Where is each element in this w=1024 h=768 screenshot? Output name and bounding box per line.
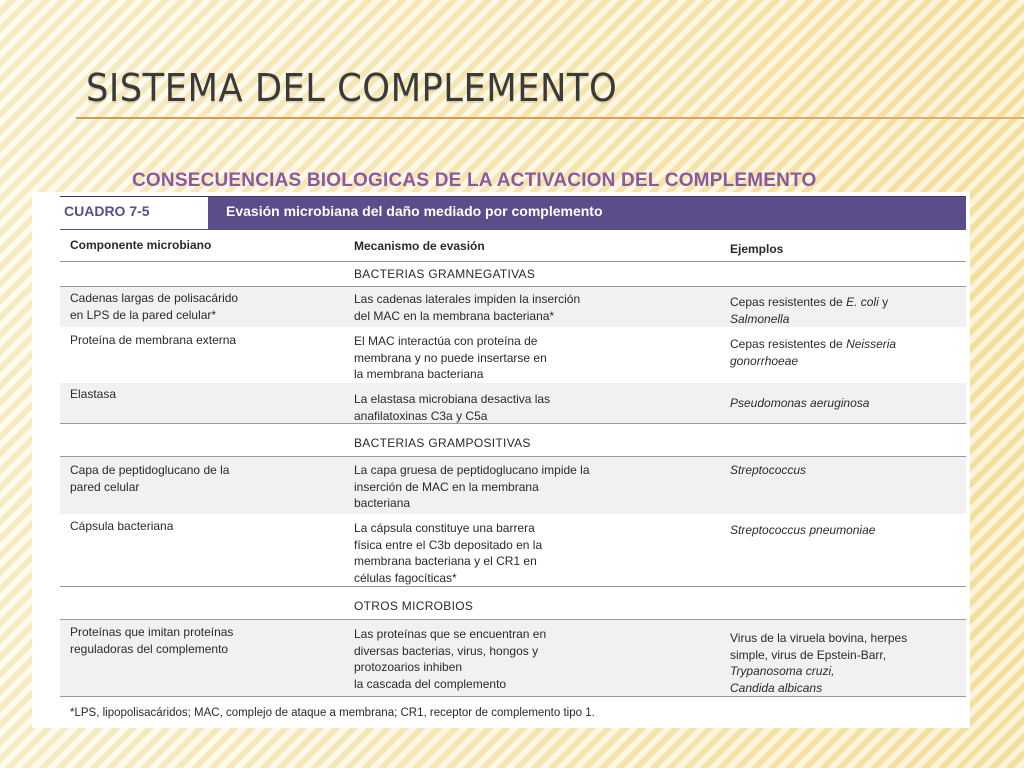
- cell-line: Las proteínas que se encuentran en: [354, 627, 547, 641]
- cell-component: [70, 386, 340, 403]
- text-run: y: [878, 295, 889, 309]
- cell-line: membrana y no puede insertarse en: [354, 350, 547, 365]
- cell-line: anafilatoxinas C3a y C5a: [354, 408, 488, 423]
- cell-line: Las cadenas laterales impiden la inserción: [354, 292, 581, 306]
- cell-component: [70, 462, 340, 495]
- cell-line: Proteínas que imitan proteínas: [70, 625, 234, 639]
- cell-line: la cascada del complemento: [354, 676, 507, 691]
- species-name: E. coli: [846, 295, 879, 309]
- cell-component: [70, 624, 340, 657]
- table-row: [60, 457, 966, 514]
- species-name: Neisseria: [846, 337, 897, 351]
- cell-line: pared celular: [70, 479, 140, 494]
- table-row: [60, 287, 966, 327]
- cell-line: células fagocíticas*: [354, 570, 457, 585]
- cell-examples: [730, 395, 960, 412]
- cell-mechanism: [354, 391, 644, 424]
- cell-line: inserción de MAC en la membrana: [354, 479, 539, 494]
- cell-line: protozoarios inhiben: [354, 660, 463, 674]
- cell-mechanism: [354, 626, 644, 692]
- cell-mechanism: [354, 291, 644, 324]
- cell-line: en LPS de la pared celular*: [70, 307, 217, 322]
- table-row: [60, 514, 966, 586]
- table-footnote: *LPS, lipopolisacáridos; MAC, complejo de ataque a membrana; CR1, receptor de complemento tipo 1.: [70, 707, 595, 719]
- cell-examples: [730, 336, 960, 369]
- cell-examples: [730, 630, 960, 696]
- cell-line: La capa gruesa de peptidoglucano impide la: [354, 463, 590, 477]
- species-name: Pseudomonas aeruginosa: [730, 396, 870, 410]
- header-examples: Ejemplos: [730, 242, 784, 256]
- cell-line: Cadenas largas de polisacárido: [70, 291, 239, 305]
- divider: [60, 696, 966, 697]
- cell-line: La elastasa microbiana desactiva las: [354, 392, 551, 406]
- text-run: Cepas resistentes de: [730, 295, 847, 309]
- cell-component: [70, 332, 340, 349]
- cell-line: simple, virus de Epstein-Barr,: [730, 647, 887, 662]
- cell-examples: [730, 294, 960, 327]
- table-row: [60, 383, 966, 423]
- cell-line: Cápsula bacteriana: [70, 519, 174, 533]
- divider: [60, 261, 966, 262]
- species-name: Streptococcus pneumoniae: [730, 523, 876, 537]
- cell-line: Proteína de membrana externa: [70, 333, 237, 347]
- cell-line: física entre el C3b depositado en la: [354, 537, 543, 552]
- cell-mechanism: [354, 462, 644, 512]
- species-name: Streptococcus: [730, 463, 807, 477]
- species-name: gonorrhoeae: [730, 353, 799, 368]
- cell-examples: [730, 462, 960, 479]
- section-label-otros: OTROS MICROBIOS: [354, 599, 474, 613]
- cell-line: diversas bacterias, virus, hongos y: [354, 643, 539, 658]
- cell-line: reguladoras del complemento: [70, 641, 229, 656]
- cell-line: bacteriana: [354, 496, 411, 510]
- table-row: [60, 620, 966, 696]
- section-label-grampositivas: BACTERIAS GRAMPOSITIVAS: [354, 436, 531, 450]
- cell-line: El MAC interactúa con proteína de: [354, 334, 538, 348]
- title-underline: [76, 117, 1024, 119]
- table-caption-title: Evasión microbiana del daño mediado por complemento: [226, 203, 603, 219]
- slide-subtitle: CONSECUENCIAS BIOLOGICAS DE LA ACTIVACION DEL COMPLEMENTO: [132, 170, 817, 191]
- cell-line: [730, 336, 960, 353]
- species-name: Candida albicans: [730, 680, 823, 695]
- divider: [60, 586, 966, 587]
- cell-line: La cápsula constituye una barrera: [354, 521, 535, 535]
- table-caption-label: CUADRO 7-5: [60, 196, 208, 229]
- table-row: [60, 327, 966, 383]
- cell-line: membrana bacteriana y el CR1 en: [354, 554, 537, 568]
- species-name: Trypanosoma cruzi,: [730, 664, 835, 678]
- table-image: [32, 192, 970, 728]
- cell-line: [730, 294, 960, 311]
- cell-mechanism: [354, 333, 644, 383]
- text-run: Cepas resistentes de: [730, 337, 847, 351]
- cell-line: la membrana bacteriana: [354, 367, 484, 381]
- header-mechanism: Mecanismo de evasión: [354, 239, 485, 253]
- slide-title: SISTEMA DEL COMPLEMENTO: [86, 66, 618, 110]
- cell-component: [70, 290, 340, 323]
- cell-component: [70, 518, 340, 535]
- cell-line: Virus de la viruela bovina, herpes: [730, 631, 908, 645]
- species-name: Salmonella: [730, 311, 790, 326]
- cell-line: Elastasa: [70, 387, 117, 401]
- cell-mechanism: [354, 520, 644, 586]
- cell-line: del MAC en la membrana bacteriana*: [354, 308, 555, 323]
- evasion-table: [60, 196, 966, 719]
- table-header-row: [60, 229, 966, 261]
- cell-examples: [730, 522, 960, 539]
- divider: [60, 423, 966, 424]
- header-component: Componente microbiano: [70, 238, 212, 252]
- section-label-gramnegativas: BACTERIAS GRAMNEGATIVAS: [354, 267, 536, 281]
- cell-line: Capa de peptidoglucano de la: [70, 463, 230, 477]
